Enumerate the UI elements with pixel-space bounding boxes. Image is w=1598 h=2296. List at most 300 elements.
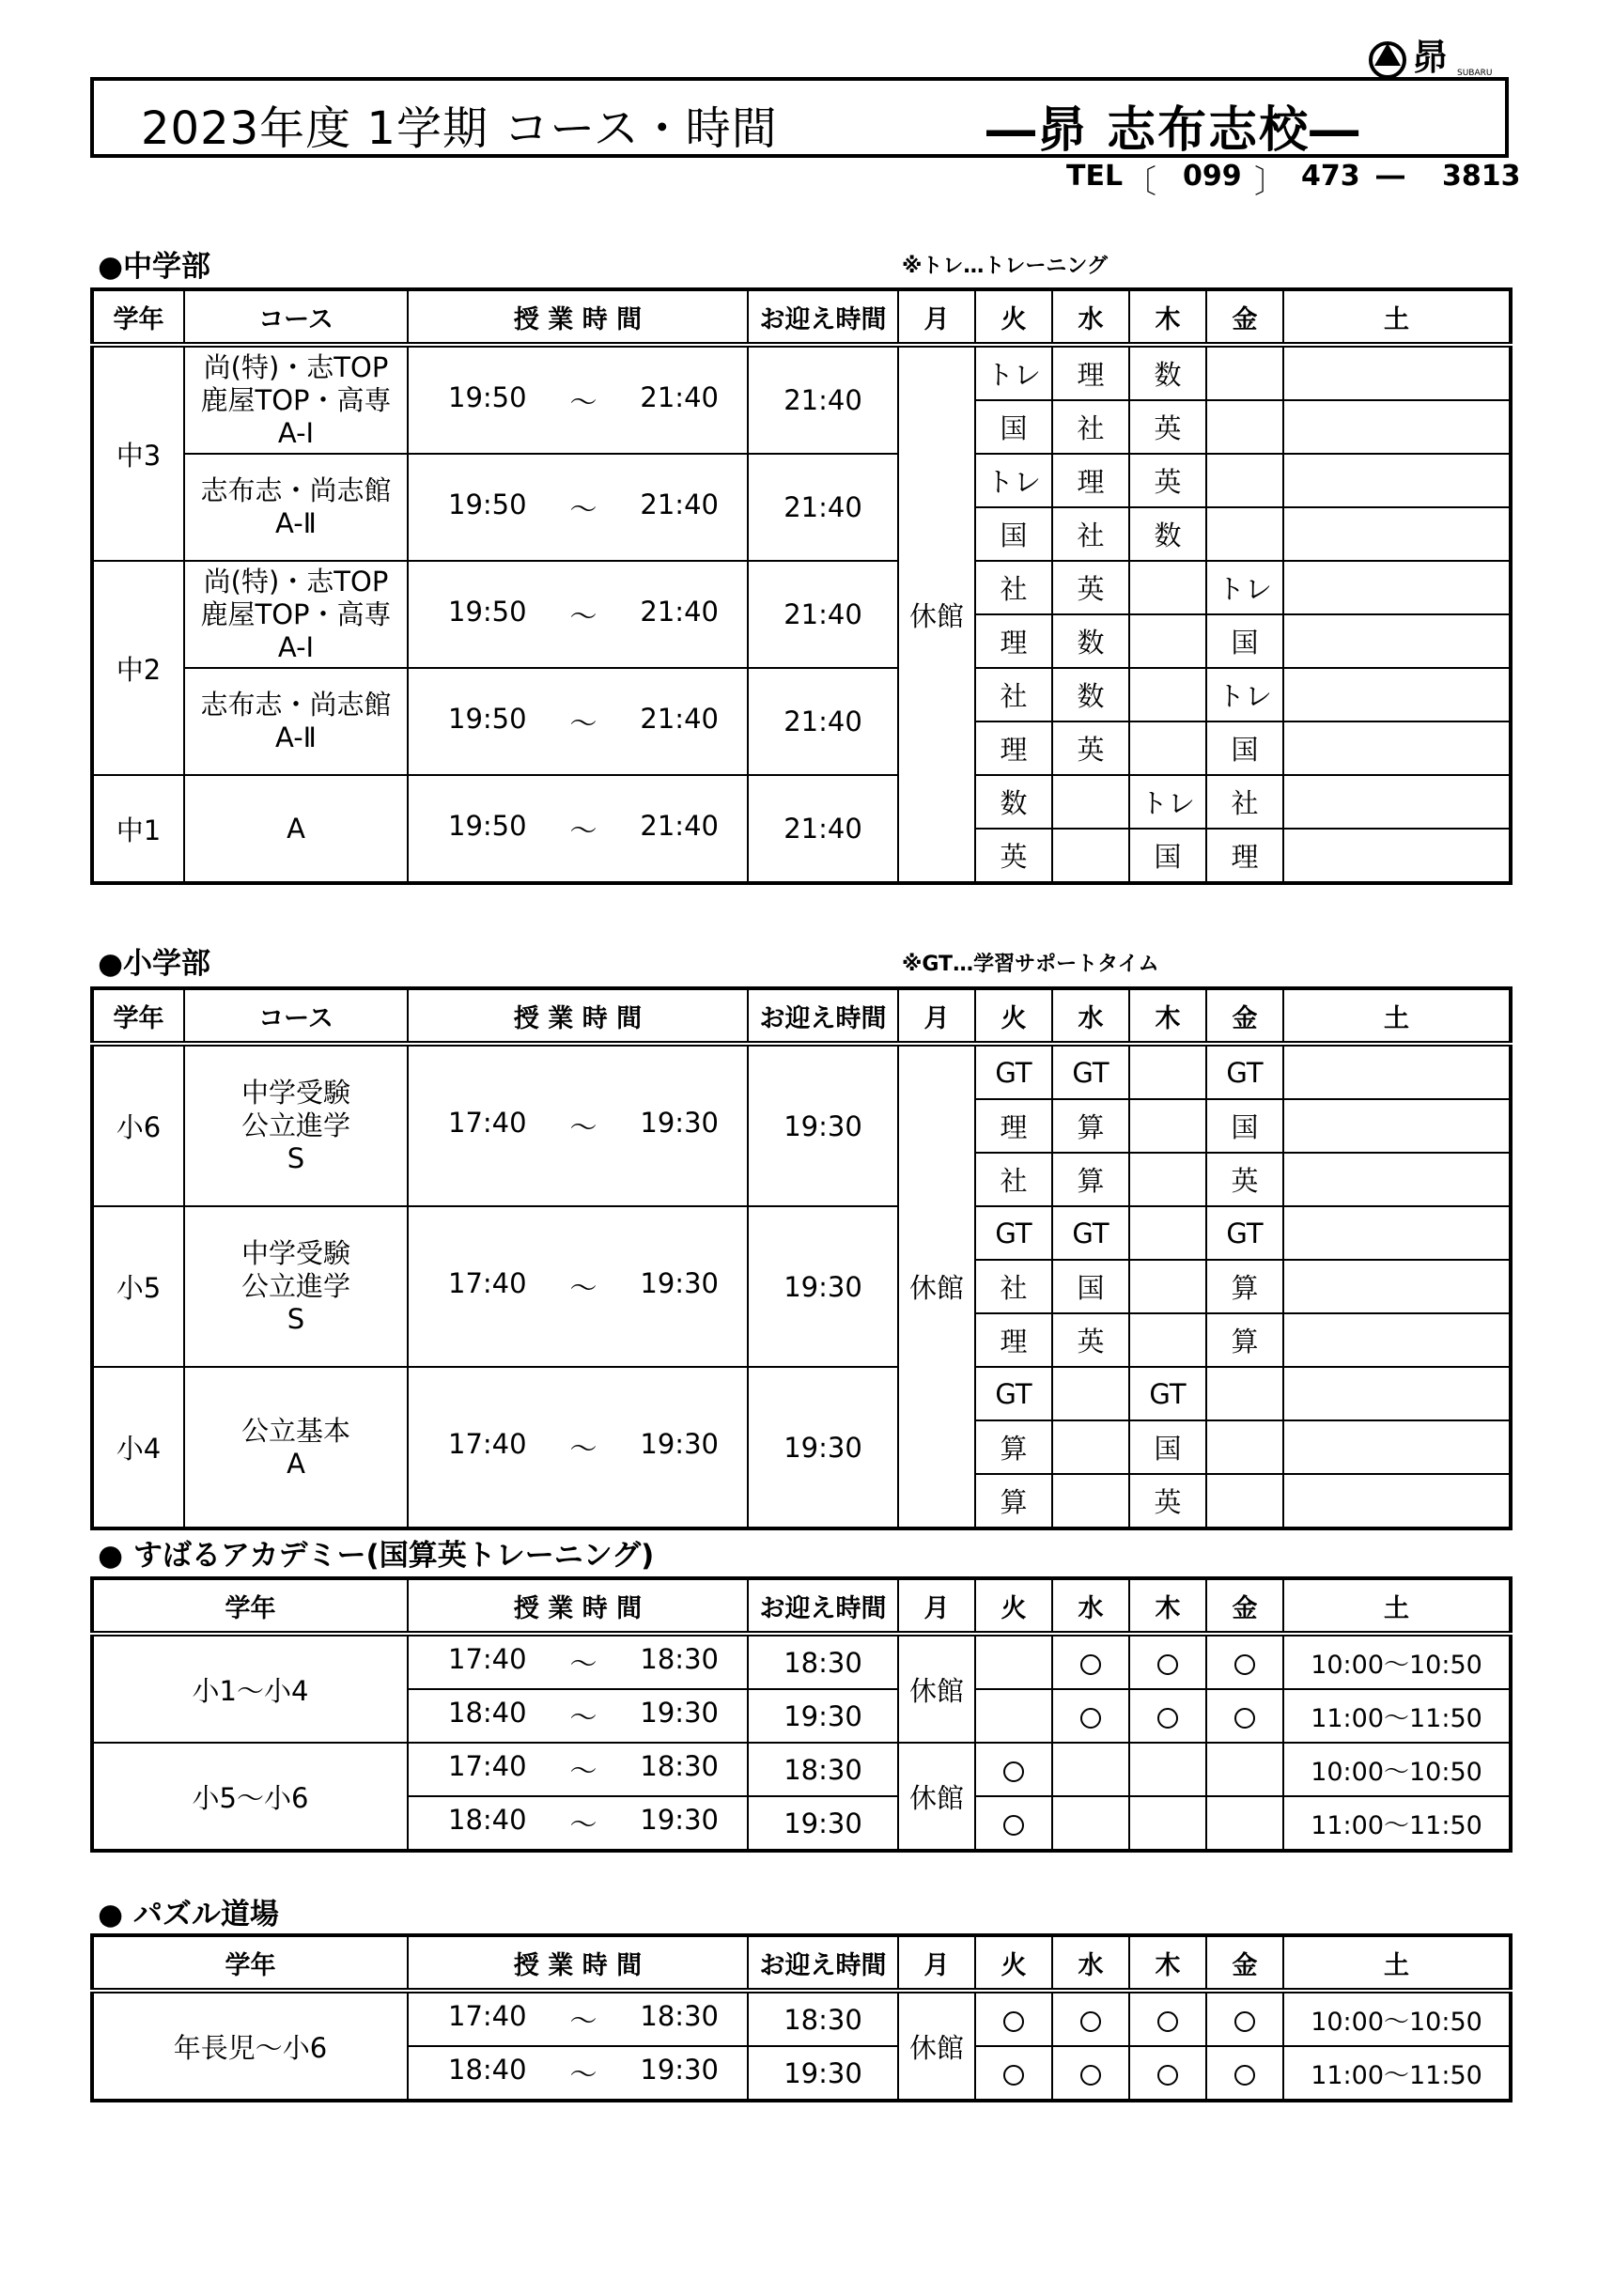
header-pickup: お迎え時間	[748, 289, 898, 345]
subject-cell: トレ	[1206, 668, 1283, 721]
tel-dash: ―	[1376, 160, 1404, 193]
table-header	[92, 289, 1511, 345]
time-tilde: ～	[569, 599, 597, 632]
lesson-time-cell	[408, 1634, 748, 1689]
lesson-time-cell	[408, 2046, 748, 2101]
puzzle-section-title: ● パズル道場	[98, 1898, 279, 1931]
course-line: 中学受験	[240, 1237, 350, 1269]
sat-cell	[1283, 1367, 1511, 1420]
pickup-cell: 19:30	[748, 2046, 898, 2101]
lesson-time-cell	[408, 1044, 748, 1206]
day-cell	[1206, 1743, 1283, 1796]
tel-label: TEL	[1066, 160, 1124, 193]
header-fri: 金	[1206, 988, 1283, 1044]
course-line: A-Ⅰ	[277, 630, 315, 663]
time-tilde: ～	[569, 1648, 597, 1680]
subject-cell: 国	[1206, 721, 1283, 775]
course-cell	[184, 561, 408, 668]
header-tue: 火	[975, 1935, 1052, 1991]
sat-cell	[1283, 1153, 1511, 1206]
sat-cell	[1283, 561, 1511, 614]
time-start: 17:40	[448, 1750, 527, 1782]
junior-note: ※トレ…トレーニング	[902, 255, 1108, 278]
day-cell	[975, 1796, 1052, 1851]
subject-cell: 英	[1129, 1474, 1206, 1528]
subject-cell: 算	[1206, 1260, 1283, 1313]
header-lesson-time: 授 業 時 間	[408, 1578, 748, 1634]
time-start: 19:50	[448, 488, 527, 520]
time-tilde: ～	[569, 385, 597, 418]
sat-cell	[1283, 1044, 1511, 1099]
course-cell	[184, 345, 408, 454]
subject-cell: 理	[1052, 454, 1129, 507]
header-tue: 火	[975, 988, 1052, 1044]
subject-cell: 算	[975, 1420, 1052, 1474]
time-start: 17:40	[448, 1428, 527, 1460]
time-start: 17:40	[448, 1643, 527, 1675]
subject-cell	[1206, 1474, 1283, 1528]
header-pickup: お迎え時間	[748, 988, 898, 1044]
subject-cell	[1052, 829, 1129, 883]
day-cell	[1052, 1796, 1129, 1851]
sat-cell	[1283, 614, 1511, 668]
time-tilde: ～	[569, 2005, 597, 2037]
course-cell	[184, 775, 408, 883]
time-tilde: ～	[569, 1111, 597, 1143]
lesson-time-cell	[408, 454, 748, 561]
bracket-close: 〕	[1254, 163, 1286, 201]
table-header	[92, 1578, 1511, 1634]
header-grade: 学年	[92, 1578, 408, 1634]
day-cell	[1052, 1743, 1129, 1796]
header-mon: 月	[898, 988, 975, 1044]
subject-cell: GT	[1129, 1367, 1206, 1420]
header-sat: 土	[1283, 988, 1511, 1044]
elementary-table	[90, 986, 1513, 1530]
pickup-cell: 21:40	[748, 668, 898, 775]
subject-cell: GT	[975, 1044, 1052, 1099]
header-fri: 金	[1206, 1578, 1283, 1634]
time-start: 19:50	[448, 809, 527, 842]
pickup-cell: 19:30	[748, 1206, 898, 1367]
course-line: A-Ⅱ	[275, 507, 317, 539]
header-mon: 月	[898, 1578, 975, 1634]
course-line: 中学受験	[240, 1077, 350, 1109]
sat-cell	[1283, 345, 1511, 400]
grade-cell: 年長児～小6	[92, 1991, 408, 2101]
time-tilde: ～	[569, 1272, 597, 1304]
time-end: 19:30	[640, 1267, 719, 1299]
time-end: 21:40	[640, 488, 719, 520]
header-row	[92, 1935, 1511, 1991]
page-title: 2023年度 1学期 コース・時間	[141, 102, 778, 155]
time-start: 19:50	[448, 595, 527, 628]
header-tue: 火	[975, 1578, 1052, 1634]
header-thu: 木	[1129, 1935, 1206, 1991]
time-range	[409, 489, 747, 527]
academy-section-title: ● すばるアカデミー(国算英トレーニング)	[98, 1539, 655, 1573]
logo	[1367, 28, 1517, 85]
pickup-cell: 21:40	[748, 561, 898, 668]
header-row	[92, 289, 1511, 345]
closed-cell: 休館	[898, 1044, 975, 1528]
subject-cell: トレ	[1129, 775, 1206, 829]
table-row	[92, 345, 1511, 400]
subject-cell	[1052, 1474, 1129, 1528]
course-line: 公立進学	[240, 1270, 350, 1302]
subject-cell: 数	[1052, 614, 1129, 668]
header-course: コース	[184, 289, 408, 345]
time-end: 21:40	[640, 380, 719, 413]
course-cell	[184, 668, 408, 775]
subject-cell	[1129, 668, 1206, 721]
header-pickup: お迎え時間	[748, 1935, 898, 1991]
grade-cell: 中3	[92, 345, 184, 561]
day-cell	[975, 1743, 1052, 1796]
subject-cell	[1129, 614, 1206, 668]
subject-cell: 数	[1129, 345, 1206, 400]
grade-cell: 小1～小4	[92, 1634, 408, 1743]
grade-cell: 小6	[92, 1044, 184, 1206]
table-row	[92, 1367, 1511, 1420]
table-row	[92, 1044, 1511, 1099]
time-end: 19:30	[640, 2054, 719, 2086]
header-grade: 学年	[92, 289, 184, 345]
subject-cell: GT	[975, 1367, 1052, 1420]
course-cell	[184, 1367, 408, 1528]
circle-icon	[1080, 1654, 1101, 1675]
course-cell	[184, 1044, 408, 1206]
time-end: 19:30	[640, 1107, 719, 1139]
time-start: 17:40	[448, 2000, 527, 2032]
subject-cell	[1206, 1420, 1283, 1474]
closed-cell: 休館	[898, 345, 975, 883]
course-cell	[184, 1206, 408, 1367]
day-cell	[1206, 1634, 1283, 1689]
header-lesson-time: 授 業 時 間	[408, 988, 748, 1044]
sat-cell: 11:00～11:50	[1283, 2046, 1511, 2101]
lesson-time-cell	[408, 561, 748, 668]
lesson-time-cell	[408, 775, 748, 883]
time-end: 21:40	[640, 595, 719, 628]
pickup-cell: 18:30	[748, 1991, 898, 2046]
day-cell	[975, 1634, 1052, 1689]
course-line: A-Ⅱ	[275, 721, 317, 753]
sat-cell	[1283, 1313, 1511, 1367]
sat-cell	[1283, 1420, 1511, 1474]
course-line: 志布志・尚志館	[200, 474, 392, 506]
time-range	[409, 2000, 747, 2039]
subject-cell: トレ	[975, 345, 1052, 400]
logo-sub: SUBARU	[1457, 69, 1493, 78]
subject-cell	[1206, 1367, 1283, 1420]
subject-cell: 算	[1206, 1313, 1283, 1367]
subject-cell: 理	[975, 1099, 1052, 1153]
tel-end: 3813	[1442, 160, 1521, 193]
subject-cell	[1129, 1313, 1206, 1367]
logo-text: 昴	[1412, 36, 1449, 78]
lesson-time-cell	[408, 1796, 748, 1851]
subject-cell: 英	[1052, 1313, 1129, 1367]
header-thu: 木	[1129, 289, 1206, 345]
circle-icon	[1003, 2065, 1024, 2086]
circle-icon	[1157, 2065, 1178, 2086]
header-pickup: お迎え時間	[748, 1578, 898, 1634]
time-start: 19:50	[448, 702, 527, 735]
time-range	[409, 596, 747, 634]
time-range	[409, 1267, 747, 1306]
subject-cell: 数	[1052, 668, 1129, 721]
lesson-time-cell	[408, 345, 748, 454]
subject-cell	[1206, 454, 1283, 507]
subject-cell: 理	[1052, 345, 1129, 400]
subject-cell: 英	[1129, 454, 1206, 507]
subject-cell: 社	[975, 561, 1052, 614]
subject-cell: 英	[975, 829, 1052, 883]
subject-cell: 算	[1052, 1153, 1129, 1206]
subject-cell: 社	[975, 668, 1052, 721]
tel-area: 099	[1183, 160, 1242, 193]
day-cell	[975, 2046, 1052, 2101]
time-start: 18:40	[448, 1804, 527, 1836]
subject-cell	[1206, 507, 1283, 561]
lesson-time-cell	[408, 1991, 748, 2046]
school-name: ―昴 志布志校―	[986, 102, 1361, 159]
pickup-cell: 19:30	[748, 1044, 898, 1206]
junior-table	[90, 287, 1513, 885]
grade-cell: 中1	[92, 775, 184, 883]
subject-cell	[1206, 345, 1283, 400]
table-header	[92, 988, 1511, 1044]
pickup-cell: 21:40	[748, 454, 898, 561]
subject-cell: 国	[1129, 829, 1206, 883]
lesson-time-cell	[408, 1206, 748, 1367]
circle-icon	[1003, 1815, 1024, 1836]
pickup-cell: 18:30	[748, 1743, 898, 1796]
subject-cell: 算	[975, 1474, 1052, 1528]
sat-cell	[1283, 668, 1511, 721]
header-mon: 月	[898, 289, 975, 345]
subject-cell: GT	[1052, 1206, 1129, 1260]
course-line: S	[287, 1142, 305, 1174]
time-start: 17:40	[448, 1107, 527, 1139]
day-cell	[975, 1991, 1052, 2046]
subject-cell	[1052, 1367, 1129, 1420]
time-tilde: ～	[569, 1808, 597, 1840]
sat-cell: 10:00～10:50	[1283, 1743, 1511, 1796]
course-line: 尚(特)・志TOP	[203, 350, 389, 383]
closed-cell: 休館	[898, 1991, 975, 2101]
subject-cell: GT	[1206, 1044, 1283, 1099]
junior-section-title: ●中学部	[98, 250, 211, 284]
lesson-time-cell	[408, 1367, 748, 1528]
table-row	[92, 775, 1511, 829]
subject-cell	[1129, 1099, 1206, 1153]
time-range	[409, 1428, 747, 1466]
course-line: 公立基本	[240, 1414, 350, 1447]
day-cell	[1206, 1689, 1283, 1743]
time-tilde: ～	[569, 1433, 597, 1465]
subject-cell: 国	[1206, 614, 1283, 668]
day-cell	[1129, 1991, 1206, 2046]
subject-cell	[1129, 1206, 1206, 1260]
header-lesson-time: 授 業 時 間	[408, 1935, 748, 1991]
subject-cell	[1129, 1260, 1206, 1313]
subject-cell: 算	[1052, 1099, 1129, 1153]
sat-cell: 11:00～11:50	[1283, 1796, 1511, 1851]
time-tilde: ～	[569, 706, 597, 739]
day-cell	[1129, 1689, 1206, 1743]
circle-icon	[1080, 1708, 1101, 1729]
subject-cell: 社	[1206, 775, 1283, 829]
sat-cell	[1283, 1260, 1511, 1313]
course-line: A	[287, 1447, 305, 1480]
header-fri: 金	[1206, 289, 1283, 345]
subject-cell: 国	[1206, 1099, 1283, 1153]
subject-cell: 国	[1052, 1260, 1129, 1313]
day-cell	[1129, 1743, 1206, 1796]
grade-cell: 中2	[92, 561, 184, 775]
circle-icon	[1234, 1654, 1255, 1675]
header-thu: 木	[1129, 1578, 1206, 1634]
time-end: 18:30	[640, 1643, 719, 1675]
subject-cell: 国	[975, 507, 1052, 561]
sat-cell	[1283, 829, 1511, 883]
day-cell	[1052, 1634, 1129, 1689]
closed-cell: 休館	[898, 1634, 975, 1743]
circle-icon	[1157, 2011, 1178, 2032]
sat-cell: 11:00～11:50	[1283, 1689, 1511, 1743]
header-wed: 水	[1052, 289, 1129, 345]
subject-cell: 英	[1129, 400, 1206, 454]
sat-cell	[1283, 507, 1511, 561]
time-start: 18:40	[448, 1697, 527, 1729]
sat-cell	[1283, 454, 1511, 507]
subject-cell: GT	[975, 1206, 1052, 1260]
subject-cell: 理	[1206, 829, 1283, 883]
header-wed: 水	[1052, 1935, 1129, 1991]
circle-icon	[1157, 1708, 1178, 1729]
course-cell	[184, 454, 408, 561]
header-sat: 土	[1283, 1578, 1511, 1634]
elementary-note: ※GT…学習サポートタイム	[902, 953, 1159, 976]
lesson-time-cell	[408, 1743, 748, 1796]
time-tilde: ～	[569, 2058, 597, 2090]
day-cell	[1206, 2046, 1283, 2101]
subject-cell: 数	[1129, 507, 1206, 561]
table-row	[92, 561, 1511, 614]
course-line: 鹿屋TOP・高専	[200, 597, 392, 630]
time-range	[409, 2054, 747, 2092]
time-end: 19:30	[640, 1804, 719, 1836]
day-cell	[975, 1689, 1052, 1743]
sat-cell: 10:00～10:50	[1283, 1991, 1511, 2046]
subject-cell: 理	[975, 614, 1052, 668]
day-cell	[1129, 1796, 1206, 1851]
sat-cell	[1283, 721, 1511, 775]
table-row	[92, 1743, 1511, 1796]
time-range	[409, 703, 747, 741]
header-fri: 金	[1206, 1935, 1283, 1991]
table-row	[92, 454, 1511, 507]
academy-table	[90, 1576, 1513, 1853]
subject-cell: トレ	[1206, 561, 1283, 614]
circle-icon	[1080, 2065, 1101, 2086]
time-end: 21:40	[640, 702, 719, 735]
subject-cell: 数	[975, 775, 1052, 829]
time-start: 17:40	[448, 1267, 527, 1299]
subject-cell: 英	[1052, 721, 1129, 775]
course-line: A	[287, 812, 305, 845]
day-cell	[1052, 1991, 1129, 2046]
time-range	[409, 810, 747, 848]
sat-cell	[1283, 775, 1511, 829]
table-row	[92, 1991, 1511, 2046]
table-body	[92, 1634, 1511, 1851]
circle-icon	[1003, 2011, 1024, 2032]
time-range	[409, 1643, 747, 1682]
header-sat: 土	[1283, 1935, 1511, 1991]
course-line: 志布志・尚志館	[200, 689, 392, 721]
closed-cell: 休館	[898, 1743, 975, 1851]
pickup-cell: 19:30	[748, 1689, 898, 1743]
course-line: S	[287, 1303, 305, 1335]
time-end: 19:30	[640, 1697, 719, 1729]
pickup-cell: 19:30	[748, 1796, 898, 1851]
subject-cell: 英	[1052, 561, 1129, 614]
pickup-cell: 21:40	[748, 775, 898, 883]
lesson-time-cell	[408, 668, 748, 775]
time-tilde: ～	[569, 1701, 597, 1733]
subject-cell	[1129, 721, 1206, 775]
circle-icon	[1003, 1761, 1024, 1782]
subject-cell	[1052, 1420, 1129, 1474]
subject-cell: トレ	[975, 454, 1052, 507]
time-end: 18:30	[640, 2000, 719, 2032]
time-range	[409, 1750, 747, 1789]
time-range	[409, 381, 747, 420]
time-tilde: ～	[569, 814, 597, 846]
puzzle-table	[90, 1933, 1513, 2102]
time-start: 18:40	[448, 2054, 527, 2086]
subject-cell	[1206, 400, 1283, 454]
subject-cell: 社	[1052, 400, 1129, 454]
pickup-cell: 18:30	[748, 1634, 898, 1689]
header-row	[92, 1578, 1511, 1634]
grade-cell: 小5～小6	[92, 1743, 408, 1851]
pickup-cell: 19:30	[748, 1367, 898, 1528]
header-wed: 水	[1052, 988, 1129, 1044]
title-box	[90, 77, 1509, 158]
subject-cell: 理	[975, 721, 1052, 775]
table-header	[92, 1935, 1511, 1991]
time-range	[409, 1804, 747, 1842]
day-cell	[1206, 1796, 1283, 1851]
elementary-section-title: ●小学部	[98, 947, 211, 981]
header-row	[92, 988, 1511, 1044]
time-start: 19:50	[448, 380, 527, 413]
subaru-logo-icon	[1367, 28, 1517, 85]
header-thu: 木	[1129, 988, 1206, 1044]
subject-cell: 社	[1052, 507, 1129, 561]
table-row	[92, 668, 1511, 721]
time-range	[409, 1107, 747, 1145]
grade-cell: 小5	[92, 1206, 184, 1367]
tel-mid: 473	[1301, 160, 1360, 193]
sat-cell	[1283, 1474, 1511, 1528]
circle-icon	[1234, 1708, 1255, 1729]
circle-icon	[1157, 1654, 1178, 1675]
